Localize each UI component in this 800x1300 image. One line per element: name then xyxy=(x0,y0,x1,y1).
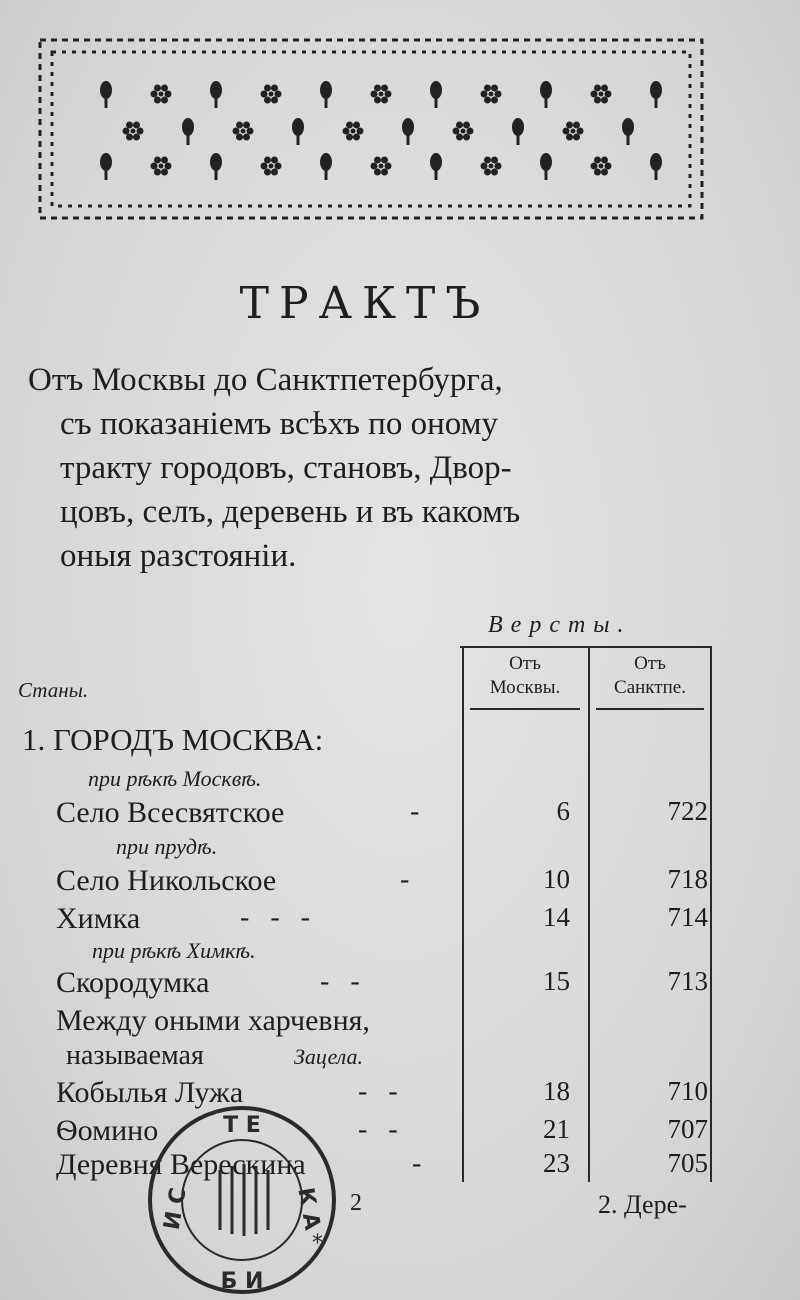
distance-from-moscow: 14 xyxy=(543,902,570,932)
leader-dashes: - - - xyxy=(240,902,310,933)
ornament-bud-icon xyxy=(320,81,332,108)
ornament-flower-icon xyxy=(563,121,584,140)
distance-from-spb: 718 xyxy=(667,864,708,894)
table-row xyxy=(0,1076,800,1116)
column-header-from-spb xyxy=(594,652,706,700)
table-row xyxy=(0,1040,800,1080)
leader-dashes: - xyxy=(410,796,420,827)
station-name: Ѳомино xyxy=(56,1114,159,1147)
ornament-bud-icon xyxy=(292,118,304,145)
station-name: 1. ГОРОДЪ МОСКВА: xyxy=(22,722,324,757)
table-row xyxy=(0,902,800,942)
ornament-bud-icon xyxy=(182,118,194,145)
distance-from-spb: 705 xyxy=(667,1148,708,1178)
ornament-bud-icon xyxy=(320,153,332,180)
ornament-flower-icon xyxy=(151,156,172,175)
subtitle-line: цовъ, селъ, деревень и въ какомъ xyxy=(60,494,521,530)
distance-from-spb: 710 xyxy=(667,1076,708,1106)
distance-from-moscow: 15 xyxy=(543,966,570,996)
ornament-bud-icon xyxy=(650,81,662,108)
ornament-bud-icon xyxy=(100,153,112,180)
table-row xyxy=(0,1148,800,1188)
location-note: при прудѣ. xyxy=(116,834,218,859)
distance-from-spb: 714 xyxy=(667,902,708,932)
ornamental-header-icon xyxy=(36,36,706,222)
ornament-bud-icon xyxy=(210,153,222,180)
ornament-flower-icon xyxy=(261,156,282,175)
leader-dashes: - - xyxy=(320,966,360,997)
subtitle xyxy=(28,358,728,578)
ornament-bud-icon xyxy=(430,81,442,108)
ornament-flower-icon xyxy=(481,156,502,175)
location-note: при рѣкѣ Химкѣ. xyxy=(92,938,256,963)
ornament-bud-icon xyxy=(100,81,112,108)
svg-text:И С: И С xyxy=(159,1185,192,1232)
header-underline-moscow xyxy=(470,708,580,710)
ornament-flower-icon xyxy=(591,156,612,175)
distance-from-moscow: 23 xyxy=(543,1148,570,1178)
svg-text:*: * xyxy=(312,1231,323,1256)
distance-from-spb: 722 xyxy=(667,796,708,826)
ornament-flower-icon xyxy=(453,121,474,140)
leader-dashes: - - xyxy=(358,1114,398,1145)
table-row xyxy=(0,1004,800,1044)
ornament-bud-icon xyxy=(540,81,552,108)
distance-from-moscow: 10 xyxy=(543,864,570,894)
station-name: Химка xyxy=(56,902,141,935)
table-row xyxy=(0,864,800,904)
svg-text:Б И: Б И xyxy=(220,1269,264,1294)
distance-from-moscow: 21 xyxy=(543,1114,570,1144)
distance-from-spb: 713 xyxy=(667,966,708,996)
station-name: Деревня Верескина xyxy=(56,1148,306,1181)
table-top-rule xyxy=(460,646,710,648)
page-number: 2 xyxy=(350,1190,362,1216)
ornament-bud-icon xyxy=(210,81,222,108)
station-name: Село Никольское xyxy=(56,864,277,897)
inn-name-note: Зацела. xyxy=(294,1044,364,1069)
subtitle-line: съ показанiемъ всѣхъ по оному xyxy=(60,406,498,442)
ornament-bud-icon xyxy=(430,153,442,180)
station-name: Между оными харчевня, xyxy=(56,1004,370,1037)
ornament-flower-icon xyxy=(371,84,392,103)
column-header-line: Санктпе. xyxy=(614,677,686,698)
svg-text:К А: К А xyxy=(292,1185,325,1233)
ornament-flower-icon xyxy=(591,84,612,103)
ornament-flower-icon xyxy=(343,121,364,140)
distance-from-moscow: 6 xyxy=(556,796,570,826)
ornament-bud-icon xyxy=(540,153,552,180)
ornament-flower-icon xyxy=(233,121,254,140)
distance-from-spb: 707 xyxy=(667,1114,708,1144)
table-row xyxy=(0,722,800,762)
ornament-flower-icon xyxy=(151,84,172,103)
header-underline-spb xyxy=(596,708,704,710)
ornament-bud-icon xyxy=(622,118,634,145)
column-header-from-moscow xyxy=(466,652,584,700)
column-header-line: Москвы. xyxy=(489,677,561,698)
svg-text:Т Е: Т Е xyxy=(223,1113,261,1138)
station-name: Кобылья Лужа xyxy=(56,1076,244,1109)
location-note: при рѣкѣ Москвѣ. xyxy=(88,766,262,791)
station-name: Скородумка xyxy=(56,966,210,999)
ornament-bud-icon xyxy=(650,153,662,180)
subtitle-line: тракту городовъ, становъ, Двор- xyxy=(60,450,512,486)
catchword: 2. Дере- xyxy=(598,1190,687,1219)
leader-dashes: - xyxy=(412,1148,422,1179)
leader-dashes: - - xyxy=(358,1076,398,1107)
table-row xyxy=(0,966,800,1006)
leader-dashes: - xyxy=(400,864,410,895)
column-header-line: Отъ xyxy=(634,653,666,674)
subtitle-line: оныя разстоянiи. xyxy=(60,538,297,574)
ornament-bud-icon xyxy=(402,118,414,145)
ornament-flower-icon xyxy=(261,84,282,103)
ornament-flower-icon xyxy=(481,84,502,103)
station-name: называемая xyxy=(66,1040,204,1071)
subtitle-line: Отъ Москвы до Санктпетербурга, xyxy=(28,362,503,398)
table-row xyxy=(0,796,800,836)
page-title: ТРАКТЪ xyxy=(239,278,491,329)
ornament-flower-icon xyxy=(371,156,392,175)
stations-label: Станы. xyxy=(18,678,89,702)
column-header-line: Отъ xyxy=(509,653,541,674)
distance-from-moscow: 18 xyxy=(543,1076,570,1106)
ornament-bud-icon xyxy=(512,118,524,145)
station-name: Село Всесвятское xyxy=(56,796,285,829)
units-label: Версты. xyxy=(488,612,632,638)
library-stamp-icon xyxy=(142,1100,342,1300)
ornament-flower-icon xyxy=(123,121,144,140)
